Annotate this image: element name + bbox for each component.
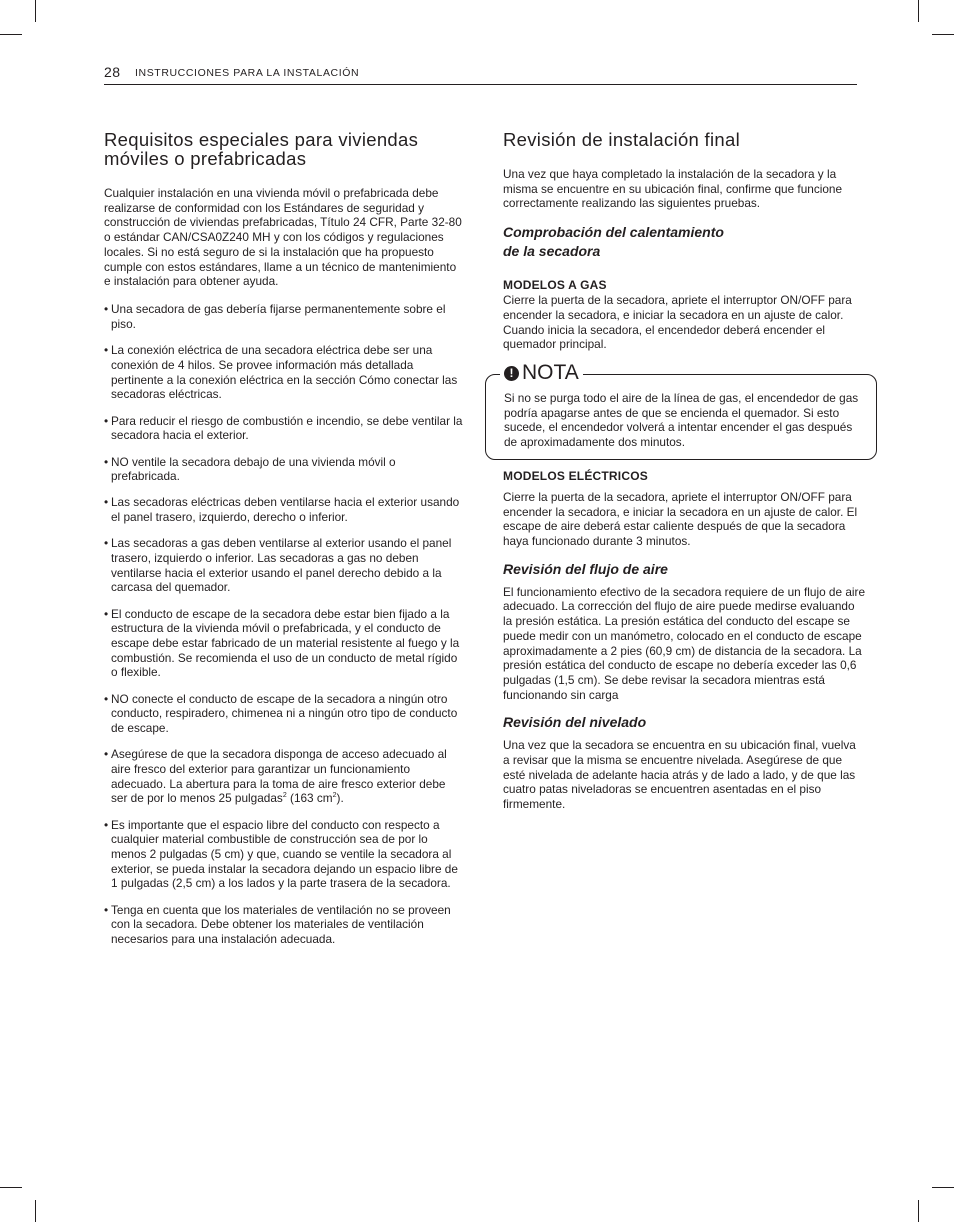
list-item: • Asegúrese de que la secadora disponga de acceso adecuado al aire fresco del exterior para garantizar un funcionamiento adecuado. La abertura para la toma de aire fresco exterior debe ser de por lo menos 25 pulgadas$^2$ (163 $cm^2$). <box>104 747 464 806</box>
crop-mark <box>932 1187 954 1188</box>
crop-mark <box>932 34 954 35</box>
crop-mark <box>918 1200 919 1222</box>
list-item: • Es importante que el espacio libre del conducto con respecto a cualquier material combustible de construcción sea de por lo menos 2 pulgadas (5 cm) y que, cuando se ventile la secadora al exterior, se pueda instalar la secadora dejando un espacio libre de 1 pulgadas (2,5 cm) a los lados y la parte trasera de la secadora. <box>104 818 464 892</box>
note-text: Si no se purga todo el aire de la línea de gas, el encendedor de gas podría apagarse antes de que se encienda el quemador. Si esto sucede, el encendedor volverá a intentar encender el gas después de aproximadamente dos minutos. <box>504 391 859 450</box>
crop-mark <box>918 0 919 22</box>
warning-icon: ! <box>504 366 519 381</box>
gas-models-title: MODELOS A GAS <box>503 278 607 293</box>
mobile-home-title: Requisitos especiales para viviendas móviles o prefabricadas <box>104 129 419 169</box>
final-check-title: Revisión de instalación final <box>503 129 740 150</box>
list-item: • Tenga en cuenta que los materiales de ventilación no se proveen con la secadora. Debe obtener los materiales de ventilación necesarios para una instalación adecuada. <box>104 903 464 947</box>
electric-models-title: MODELOS ELÉCTRICOS <box>503 468 648 483</box>
list-item: • La conexión eléctrica de una secadora eléctrica debe ser una conexión de 4 hilos. Se provee información más detallada pertinente a la conexión eléctrica en la sección Cómo conectar las secadoras eléctricas. <box>104 343 464 402</box>
left-column <box>104 130 464 947</box>
mobile-home-intro: Cualquier instalación en una vivienda móvil o prefabricada debe realizarse de conformidad con los Estándares de seguridad y construcción de viviendas prefabricadas, Título 24 CFR, Parte 32-80 o estándar CAN/CSA0Z240 MH y con los códigos y regulaciones locales. Si no está seguro de si la instalación que ha propuesto cumple con estos estándares, llame a un técnico de mantenimiento e instalación para obtener ayuda. <box>104 186 462 289</box>
list-item: • El conducto de escape de la secadora debe estar bien fijado a la estructura de la vivienda móvil o prefabricada, y el conducto de escape debe estar fabricado de un material resistente al fuego y la combustión. Se recomienda el uso de un conducto de metal rígido o flexible. <box>104 607 464 681</box>
crop-mark <box>35 0 36 22</box>
list-item: • Las secadoras a gas deben ventilarse al exterior usando el panel trasero, izquierdo o inferior. Las secadoras a gas no deben ventilarse hacia el exterior usando el panel derecho debido a la carcasa del quemador. <box>104 536 464 595</box>
leveling-title: Revisión del nivelado <box>503 714 647 731</box>
gas-models-text: Cierre la puerta de la secadora, apriete el interruptor ON/OFF para encender la secadora, e iniciar la secadora en un ajuste de calor. Cuando inicia la secadora, el encendedor deberá encender el quemador principal. <box>503 293 852 352</box>
airflow-text: El funcionamiento efectivo de la secadora requiere de un flujo de aire adecuado. La corrección del flujo de aire puede medirse evaluando la presión estática. La presión estática del conducto del escape se puede medir con un manómetro, colocado en el conducto de escape aproximadamente a 2 pies (60,9 cm) de distancia de la secadora. La presión estática del conducto de escape no debería exceder las 0,6 pulgadas (1,5 cm). Se debe revisar la secadora mientras está funcionando sin carga <box>503 584 865 702</box>
list-item: • Las secadoras eléctricas deben ventilarse hacia el exterior usando el panel trasero, izquierdo, derecho o inferior. <box>104 495 464 524</box>
note-title: NOTA <box>522 361 579 384</box>
final-check-intro: Una vez que haya completado la instalación de la secadora y la misma se encuentre en su ubicación final, confirme que funcione correctamente realizando las siguientes pruebas. <box>503 167 843 211</box>
note-box <box>485 361 877 460</box>
right-column <box>503 130 865 812</box>
leveling-text: Una vez que la secadora se encuentra en su ubicación final, vuelva a revisar que la misma se encuentre nivelada. Asegúrese de que esté nivelada de adelante hacia atrás y de lado a lado, y de que las cuatro patas niveladoras se encuentren asentadas en el piso firmemente. <box>503 738 856 812</box>
airflow-title: Revisión del flujo de aire <box>503 560 668 577</box>
electric-models-text: Cierre la puerta de la secadora, apriete el interruptor ON/OFF para encender la secadora, e iniciar la secadora en un ajuste de calor. El escape de aire deberá estar caliente después de que la secadora haya funcionado durante 3 minutos. <box>503 489 858 549</box>
crop-mark <box>35 1200 36 1222</box>
list-item: • Una secadora de gas debería fijarse permanentemente sobre el piso. <box>104 302 464 331</box>
heating-check-title: Comprobación del calentamiento de la secadora <box>503 224 724 260</box>
note-heading <box>500 361 583 385</box>
list-item: • NO conecte el conducto de escape de la secadora a ningún otro conducto, respiradero, chimenea ni a ningún otro tipo de conducto de escape. <box>104 692 464 736</box>
crop-mark <box>0 34 22 35</box>
page-header <box>104 64 857 85</box>
list-item: • NO ventile la secadora debajo de una vivienda móvil o prefabricada. <box>104 455 464 484</box>
crop-mark <box>0 1187 22 1188</box>
page-number: 28 <box>104 64 121 80</box>
list-item: • Para reducir el riesgo de combustión e incendio, se debe ventilar la secadora hacia el exterior. <box>104 414 464 443</box>
section-label: INSTRUCCIONES PARA LA INSTALACIÓN <box>135 67 360 79</box>
